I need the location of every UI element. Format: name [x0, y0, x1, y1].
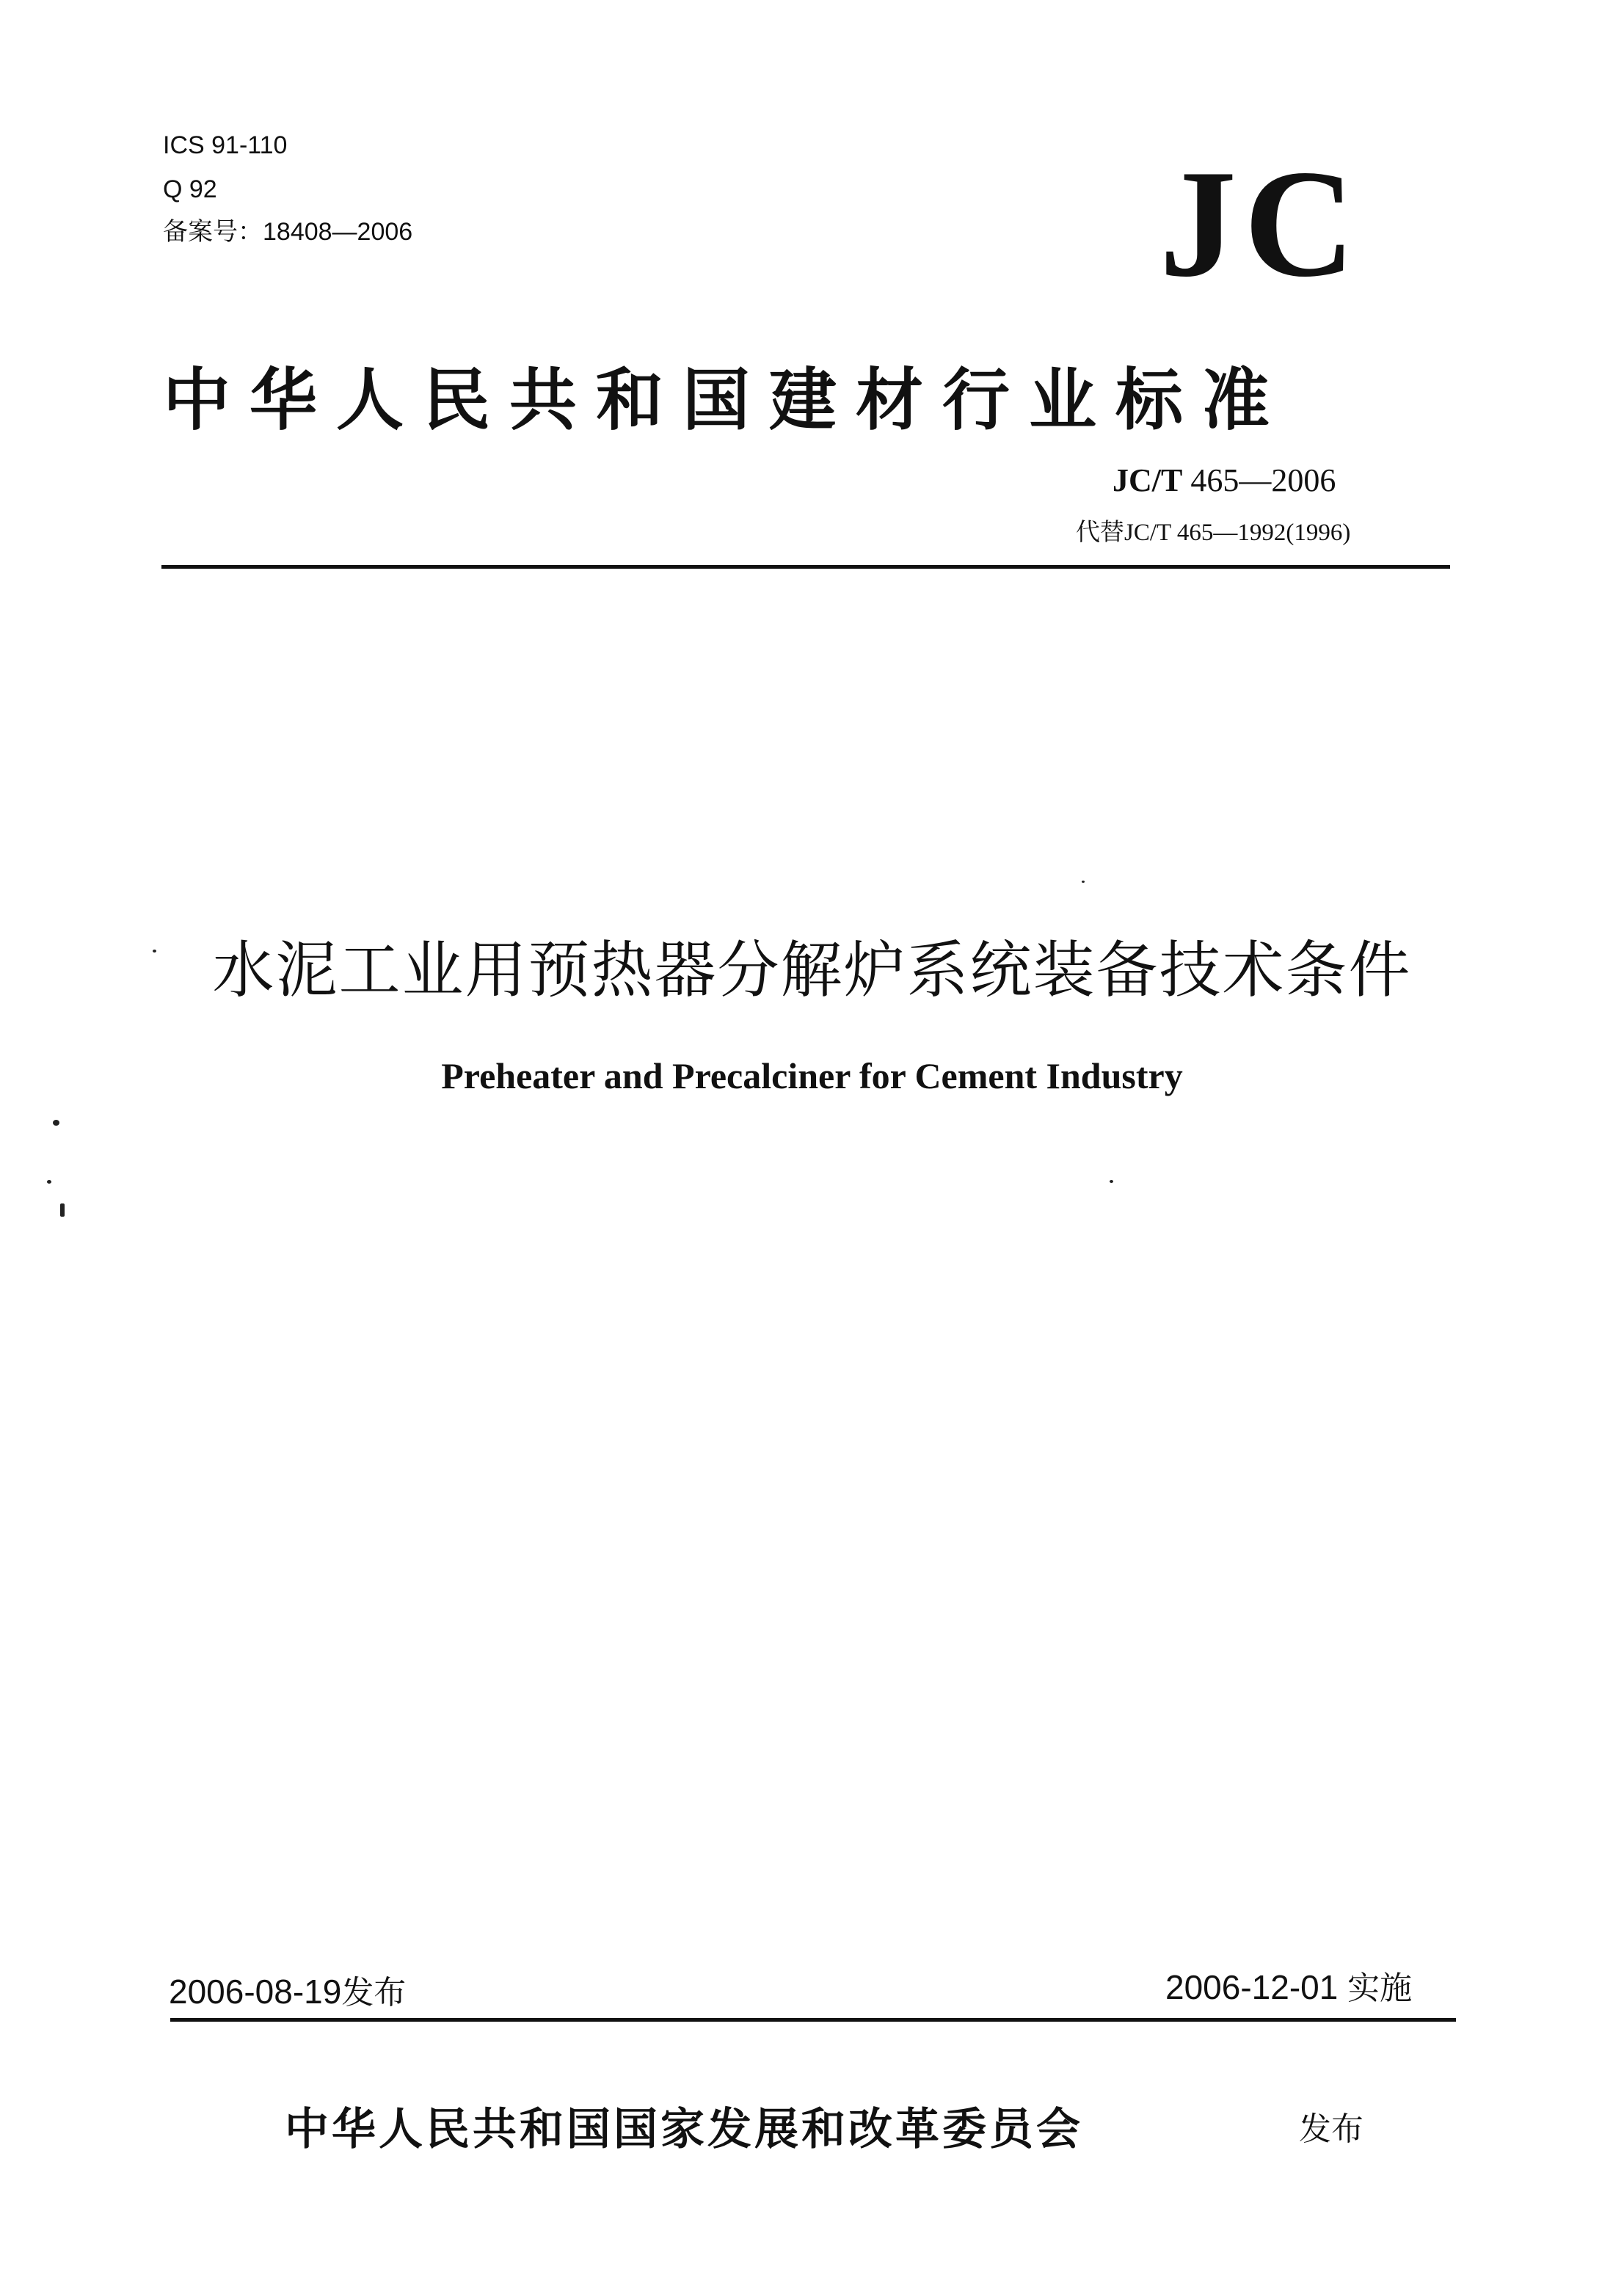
record-number: 备案号：18408—2006	[163, 218, 413, 246]
publisher-name: 中华人民共和国国家发展和改革委员会	[285, 2104, 1083, 2155]
issue-date-label: 发布	[341, 1974, 407, 2011]
issue-date	[169, 1971, 406, 2014]
document-title-english: Preheater and Precalciner for Cement Industry	[441, 1055, 1183, 1096]
standard-number-value: 465—2006	[1182, 462, 1336, 498]
header-divider	[161, 565, 1450, 569]
footer-divider	[170, 2018, 1456, 2022]
standard-number	[1113, 461, 1336, 500]
jc-logo: JC	[1159, 139, 1363, 309]
scan-speck	[47, 1180, 51, 1184]
replaces-standard: 代替JC/T 465—1992(1996)	[1076, 520, 1351, 546]
scan-speck	[60, 1203, 65, 1217]
implementation-date-label: 实施	[1347, 1970, 1413, 2007]
issue-date-value: 2006-08-19	[169, 1973, 342, 2011]
scan-speck	[1110, 1180, 1113, 1183]
scan-speck	[53, 1120, 59, 1126]
implementation-date	[1165, 1967, 1412, 2009]
ics-code: ICS 91-110	[163, 131, 288, 159]
document-title-chinese: 水泥工业用预热器分解炉系统装备技术条件	[212, 934, 1412, 1006]
scan-speck	[1082, 881, 1085, 883]
standard-category-title: 中华人民共和国建材行业标准	[163, 360, 1289, 440]
classification-code: Q 92	[163, 175, 217, 203]
implementation-date-value: 2006-12-01	[1165, 1968, 1339, 2006]
standard-code: JC/T	[1113, 462, 1183, 498]
scan-speck	[153, 950, 156, 953]
publisher-action: 发布	[1299, 2110, 1363, 2148]
